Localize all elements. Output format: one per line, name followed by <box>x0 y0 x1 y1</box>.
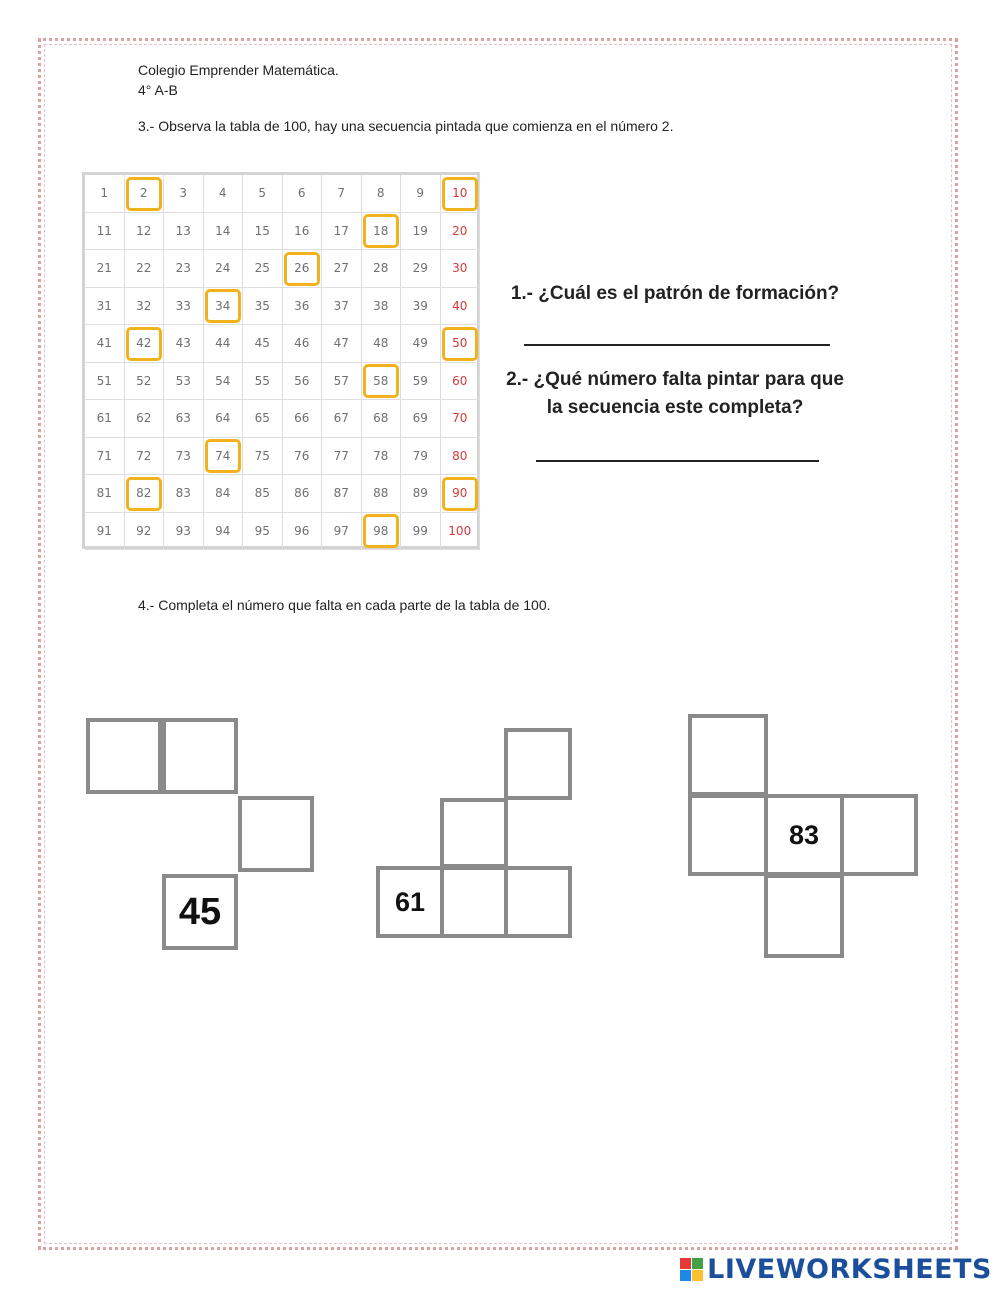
table-cell-11: 11 <box>85 213 125 251</box>
table-cell-84: 84 <box>204 475 244 513</box>
logo-square <box>680 1270 691 1281</box>
table-cell-73: 73 <box>164 438 204 476</box>
table-cell-44: 44 <box>204 325 244 363</box>
table-cell-8: 8 <box>362 175 402 213</box>
table-cell-38: 38 <box>362 288 402 326</box>
table-cell-74: 74 <box>204 438 244 476</box>
table-cell-47: 47 <box>322 325 362 363</box>
fragment3-empty-cell[interactable] <box>688 714 768 796</box>
table-cell-31: 31 <box>85 288 125 326</box>
logo-square <box>692 1258 703 1269</box>
table-cell-80: 80 <box>441 438 481 476</box>
table-cell-34: 34 <box>204 288 244 326</box>
table-cell-88: 88 <box>362 475 402 513</box>
table-cell-6: 6 <box>283 175 323 213</box>
table-cell-16: 16 <box>283 213 323 251</box>
table-cell-58: 58 <box>362 363 402 401</box>
table-cell-72: 72 <box>125 438 165 476</box>
table-cell-41: 41 <box>85 325 125 363</box>
table-cell-22: 22 <box>125 250 165 288</box>
table-cell-4: 4 <box>204 175 244 213</box>
table-cell-55: 55 <box>243 363 283 401</box>
table-cell-21: 21 <box>85 250 125 288</box>
table-cell-25: 25 <box>243 250 283 288</box>
table-cell-46: 46 <box>283 325 323 363</box>
table-cell-67: 67 <box>322 400 362 438</box>
fragment2-empty-cell[interactable] <box>440 798 508 868</box>
table-cell-57: 57 <box>322 363 362 401</box>
table-cell-95: 95 <box>243 513 283 551</box>
logo-text: LIVEWORKSHEETS <box>707 1254 992 1285</box>
table-cell-63: 63 <box>164 400 204 438</box>
table-cell-54: 54 <box>204 363 244 401</box>
table-cell-33: 33 <box>164 288 204 326</box>
table-cell-82: 82 <box>125 475 165 513</box>
fragment3-empty-cell[interactable] <box>840 794 918 876</box>
answer1-line[interactable] <box>524 344 830 346</box>
table-cell-96: 96 <box>283 513 323 551</box>
table-cell-36: 36 <box>283 288 323 326</box>
table-cell-17: 17 <box>322 213 362 251</box>
table-cell-18: 18 <box>362 213 402 251</box>
table-cell-99: 99 <box>401 513 441 551</box>
table-cell-37: 37 <box>322 288 362 326</box>
fragment1-empty-cell[interactable] <box>162 718 238 794</box>
answer2-line[interactable] <box>536 460 819 462</box>
table-cell-68: 68 <box>362 400 402 438</box>
fragment1-empty-cell[interactable] <box>238 796 314 872</box>
logo-mark-icon <box>680 1258 703 1281</box>
school-line: Colegio Emprender Matemática. <box>138 62 339 78</box>
fragment3-empty-cell[interactable] <box>688 794 768 876</box>
table-cell-75: 75 <box>243 438 283 476</box>
table-cell-70: 70 <box>441 400 481 438</box>
table-cell-1: 1 <box>85 175 125 213</box>
table-cell-19: 19 <box>401 213 441 251</box>
fragment2-given-cell: 61 <box>376 866 444 938</box>
table-cell-91: 91 <box>85 513 125 551</box>
table-cell-78: 78 <box>362 438 402 476</box>
table-cell-81: 81 <box>85 475 125 513</box>
table-cell-98: 98 <box>362 513 402 551</box>
table-cell-79: 79 <box>401 438 441 476</box>
question2-line2: la secuencia este completa? <box>546 397 804 418</box>
table-cell-42: 42 <box>125 325 165 363</box>
fragment2-empty-cell[interactable] <box>504 728 572 800</box>
exercise4-instruction: 4.- Completa el número que falta en cada parte de la tabla de 100. <box>138 597 551 613</box>
exercise3-instruction: 3.- Observa la tabla de 100, hay una secuencia pintada que comienza en el número 2. <box>138 118 674 134</box>
table-cell-50: 50 <box>441 325 481 363</box>
table-cell-51: 51 <box>85 363 125 401</box>
table-cell-5: 5 <box>243 175 283 213</box>
table-cell-59: 59 <box>401 363 441 401</box>
fragment2-empty-cell[interactable] <box>504 866 572 938</box>
table-cell-60: 60 <box>441 363 481 401</box>
table-cell-20: 20 <box>441 213 481 251</box>
table-cell-7: 7 <box>322 175 362 213</box>
table-cell-12: 12 <box>125 213 165 251</box>
table-cell-13: 13 <box>164 213 204 251</box>
fragment3-empty-cell[interactable] <box>764 874 844 958</box>
fragment1-empty-cell[interactable] <box>86 718 162 794</box>
worksheet-header <box>138 60 339 100</box>
table-cell-64: 64 <box>204 400 244 438</box>
table-cell-40: 40 <box>441 288 481 326</box>
table-cell-9: 9 <box>401 175 441 213</box>
table-cell-61: 61 <box>85 400 125 438</box>
table-cell-53: 53 <box>164 363 204 401</box>
table-cell-93: 93 <box>164 513 204 551</box>
table-cell-87: 87 <box>322 475 362 513</box>
question2-text <box>490 366 860 422</box>
table-cell-66: 66 <box>283 400 323 438</box>
table-cell-35: 35 <box>243 288 283 326</box>
table-cell-3: 3 <box>164 175 204 213</box>
table-cell-15: 15 <box>243 213 283 251</box>
table-cell-83: 83 <box>164 475 204 513</box>
table-cell-76: 76 <box>283 438 323 476</box>
liveworksheets-logo <box>680 1254 992 1285</box>
table-cell-100: 100 <box>441 513 481 551</box>
table-cell-97: 97 <box>322 513 362 551</box>
table-cell-10: 10 <box>441 175 481 213</box>
table-cell-27: 27 <box>322 250 362 288</box>
table-cell-23: 23 <box>164 250 204 288</box>
logo-square <box>692 1270 703 1281</box>
table-cell-45: 45 <box>243 325 283 363</box>
table-cell-48: 48 <box>362 325 402 363</box>
table-cell-92: 92 <box>125 513 165 551</box>
table-cell-86: 86 <box>283 475 323 513</box>
table-cell-2: 2 <box>125 175 165 213</box>
table-cell-89: 89 <box>401 475 441 513</box>
table-cell-26: 26 <box>283 250 323 288</box>
table-cell-85: 85 <box>243 475 283 513</box>
table-cell-49: 49 <box>401 325 441 363</box>
hundred-table <box>82 172 480 549</box>
table-cell-65: 65 <box>243 400 283 438</box>
table-cell-94: 94 <box>204 513 244 551</box>
fragment2-empty-cell[interactable] <box>440 866 508 938</box>
table-cell-14: 14 <box>204 213 244 251</box>
question2-line1: 2.- ¿Qué número falta pintar para que <box>506 369 844 390</box>
table-cell-77: 77 <box>322 438 362 476</box>
table-cell-30: 30 <box>441 250 481 288</box>
question1-text: 1.- ¿Cuál es el patrón de formación? <box>510 283 840 304</box>
table-cell-24: 24 <box>204 250 244 288</box>
fragment1-given-cell: 45 <box>162 874 238 950</box>
table-cell-69: 69 <box>401 400 441 438</box>
table-cell-32: 32 <box>125 288 165 326</box>
table-cell-71: 71 <box>85 438 125 476</box>
logo-square <box>680 1258 691 1269</box>
table-cell-28: 28 <box>362 250 402 288</box>
grade-line: 4° A-B <box>138 82 178 98</box>
table-cell-90: 90 <box>441 475 481 513</box>
table-cell-52: 52 <box>125 363 165 401</box>
table-cell-39: 39 <box>401 288 441 326</box>
table-cell-56: 56 <box>283 363 323 401</box>
table-cell-43: 43 <box>164 325 204 363</box>
table-cell-29: 29 <box>401 250 441 288</box>
fragment3-given-cell: 83 <box>764 794 844 876</box>
table-cell-62: 62 <box>125 400 165 438</box>
